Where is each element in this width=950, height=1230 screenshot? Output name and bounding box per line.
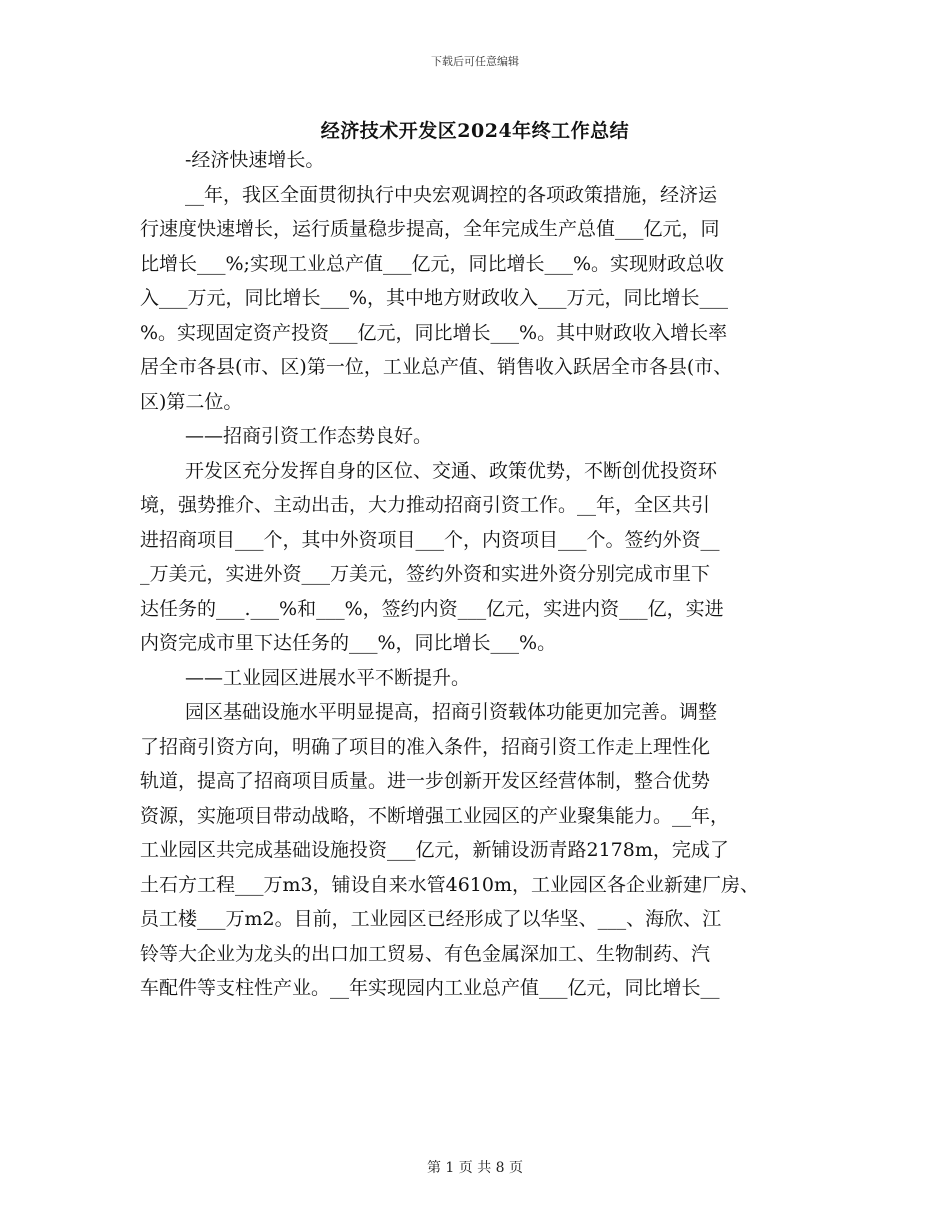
text-line: 进招商项目___个，其中外资项目___个，内资项目___个。签约外资__ xyxy=(140,528,720,551)
text-line: 比增长___%;实现工业总产值___亿元，同比增长___%。实现财政总收 xyxy=(140,252,725,275)
download-note: 下载后可任意编辑 xyxy=(431,55,519,68)
text-line: ——招商引资工作态势良好。 xyxy=(185,425,433,447)
text-line: 区)第二位。 xyxy=(140,390,243,413)
text-line: %。实现固定资产投资___亿元，同比增长___%。其中财政收入增长率 xyxy=(140,321,728,344)
text-line: 铃等大企业为龙头的出口加工贸易、有色金属深加工、生物制药、汽 xyxy=(140,942,711,965)
document-body xyxy=(140,143,820,1006)
text-line: 居全市各县(市、区)第一位，工业总产值、销售收入跃居全市各县(市、 xyxy=(140,356,733,378)
text-line: __年，我区全面贯彻执行中央宏观调控的各项政策措施，经济运 xyxy=(185,183,718,206)
text-line: 境，强势推介、主动出击，大力推动招商引资工作。__年，全区共引 xyxy=(140,494,711,516)
page-footer: 第 1 页 共 8 页 xyxy=(426,1160,524,1176)
text-line: _万美元，实进外资___万美元，签约外资和实进外资分别完成市里下 xyxy=(140,563,711,585)
text-line: ——工业园区进展水平不断提升。 xyxy=(185,666,471,689)
text-line: 工业园区共完成基础设施投资___亿元，新铺设沥青路2178m，完成了 xyxy=(140,839,729,861)
text-line: 内资完成市里下达任务的___%，同比增长___%。 xyxy=(140,632,557,654)
text-line: 开发区充分发挥自身的区位、交通、政策优势，不断创优投资环 xyxy=(185,459,718,482)
document-title: 经济技术开发区2024年终工作总结 xyxy=(320,120,630,142)
text-line: 轨道，提高了招商项目质量。进一步创新开发区经营体制，整合优势 xyxy=(140,770,711,792)
text-line: 了招商引资方向，明确了项目的准入条件，招商引资工作走上理性化 xyxy=(140,735,711,758)
text-line: 土石方工程___万m3，铺设自来水管4610m，工业园区各企业新建厂房、 xyxy=(140,873,759,896)
text-line: 资源，实施项目带动战略，不断增强工业园区的产业聚集能力。__年， xyxy=(140,804,730,827)
text-line: -经济快速增长。 xyxy=(185,149,325,171)
text-line: 行速度快速增长，运行质量稳步提高，全年完成生产总值___亿元，同 xyxy=(140,218,720,240)
text-line: 车配件等支柱性产业。__年实现园内工业总产值___亿元，同比增长__ xyxy=(140,977,720,999)
text-line: 园区基础设施水平明显提高，招商引资载体功能更加完善。调整 xyxy=(185,701,718,723)
text-line: 入___万元，同比增长___%，其中地方财政收入___万元，同比增长___ xyxy=(140,287,729,309)
text-line: 员工楼___万m2。目前，工业园区已经形成了以华坚、___、海欣、江 xyxy=(140,908,722,930)
text-line: 达任务的___.___%和___%，签约内资___亿元，实进内资___亿，实进 xyxy=(140,597,724,620)
